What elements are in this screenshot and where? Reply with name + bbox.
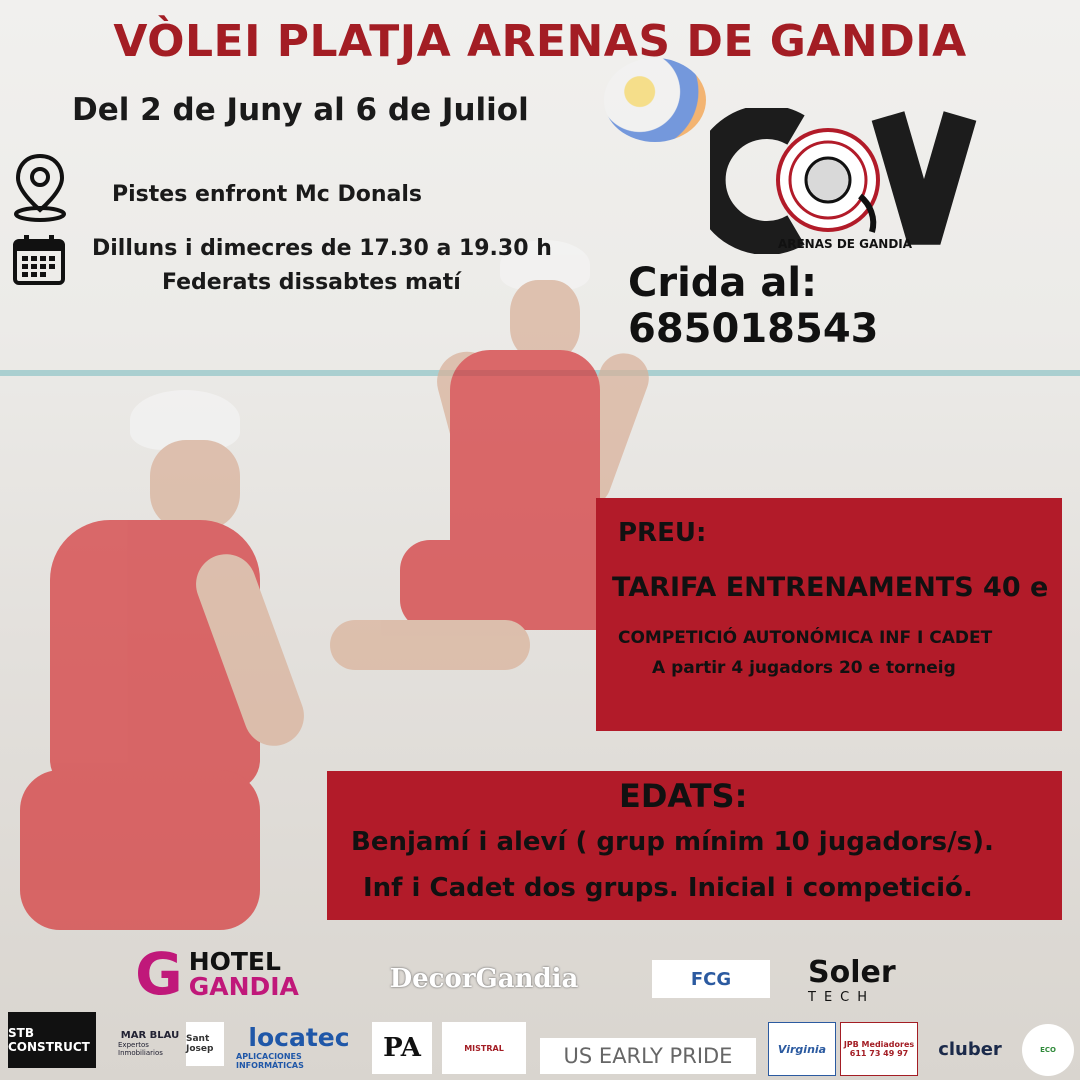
phone-number: Crida al: 685018543 <box>628 260 879 352</box>
club-logo <box>710 108 980 254</box>
sponsor-small: Sant Josep <box>186 1022 224 1066</box>
sponsor-mistral: MISTRAL <box>442 1022 526 1074</box>
sponsor-strip <box>0 1008 1080 1080</box>
svg-text:ARENAS DE GANDIA: ARENAS DE GANDIA <box>777 237 913 251</box>
sponsor-locatec: locatec APLICACIONES INFORMÁTICAS <box>236 1022 350 1070</box>
tournament-fee: A partir 4 jugadors 20 e torneig <box>652 658 956 678</box>
ages-older: Inf i Cadet dos grups. Inicial i competició. <box>363 873 973 903</box>
hotel-g-logo: G <box>135 940 183 1008</box>
price-box <box>596 498 1062 731</box>
schedule-weekdays: Dilluns i dimecres de 17.30 a 19.30 h <box>92 236 552 261</box>
ages-box <box>327 771 1062 920</box>
map-pin-icon <box>12 152 68 222</box>
sponsor-us-early-pride: US EARLY PRIDE <box>540 1038 756 1074</box>
sponsor-virginia: Virginia <box>768 1022 836 1076</box>
calendar-icon <box>12 234 66 286</box>
sponsor-pa: PA <box>372 1022 432 1074</box>
sponsor-cluber: cluber <box>938 1038 1002 1060</box>
sponsor-mar-blau: MAR BLAU Expertos Inmobiliarios <box>118 1029 180 1057</box>
training-fee: TARIFA ENTRENAMENTS 40 e <box>612 572 1049 603</box>
page-title: VÒLEI PLATJA ARENAS DE GANDIA <box>113 16 967 67</box>
sponsor-hotel-gandia: G HOTEL GANDIA <box>135 940 299 1008</box>
location-text: Pistes enfront Mc Donals <box>112 182 423 207</box>
player-left <box>20 390 340 950</box>
volleyball-image <box>604 58 706 142</box>
sponsor-soler-tech: Soler TECH <box>808 955 896 1005</box>
schedule-federated: Federats dissabtes matí <box>162 270 461 295</box>
ages-youngest: Benjamí i aleví ( grup mínim 10 jugadors/s). <box>351 827 994 857</box>
sponsor-decor-gandia: DecorGandia <box>389 964 579 994</box>
sponsor-jpb: JPB Mediadores 611 73 49 97 <box>840 1022 918 1076</box>
ages-heading: EDATS: <box>619 777 748 815</box>
sponsor-eco: ECO <box>1022 1024 1074 1076</box>
price-heading: PREU: <box>618 518 707 548</box>
sponsor-fcg: FCG <box>652 960 770 998</box>
competition-label: COMPETICIÓ AUTONÓMICA INF I CADET <box>618 628 993 648</box>
date-range: Del 2 de Juny al 6 de Juliol <box>72 92 529 128</box>
sponsor-stb: STB CONSTRUCT <box>8 1012 96 1068</box>
